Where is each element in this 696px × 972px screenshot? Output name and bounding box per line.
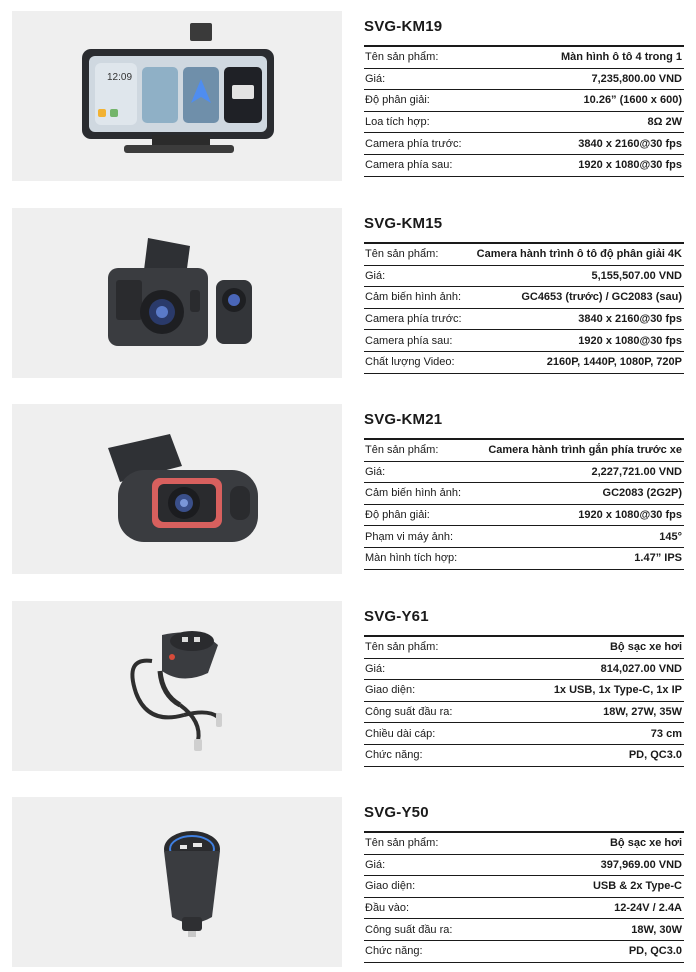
product-card xyxy=(0,11,696,183)
spec-row xyxy=(364,352,684,374)
spec-row xyxy=(364,483,684,505)
spec-row xyxy=(364,941,684,963)
spec-label: Tên sản phẩm: xyxy=(365,837,439,850)
spec-row xyxy=(364,155,684,177)
spec-row xyxy=(364,548,684,570)
product-model: SVG-Y61 xyxy=(364,608,429,625)
spec-label: Camera phía sau: xyxy=(365,159,453,172)
spec-label: Camera phía trước: xyxy=(365,137,462,150)
spec-label: Màn hình tích hợp: xyxy=(365,552,458,565)
car-charger-icon xyxy=(12,797,342,967)
spec-value: 2160P, 1440P, 1080P, 720P xyxy=(546,356,682,369)
spec-row xyxy=(364,702,684,724)
spec-row xyxy=(364,919,684,941)
spec-value: 7,235,800.00 VND xyxy=(591,72,682,85)
spec-row xyxy=(364,330,684,352)
spec-row xyxy=(364,505,684,527)
spec-label: Giao diện: xyxy=(365,684,416,697)
spec-label: Camera phía trước: xyxy=(365,313,462,326)
product-card xyxy=(0,208,696,380)
spec-label: Công suất đầu ra: xyxy=(365,923,453,936)
spec-label: Camera phía sau: xyxy=(365,334,453,347)
spec-label: Đầu vào: xyxy=(365,902,410,915)
spec-value: 5,155,507.00 VND xyxy=(591,269,682,282)
product-card xyxy=(0,601,696,773)
spec-label: Giá: xyxy=(365,662,386,675)
spec-label: Độ phân giải: xyxy=(365,94,430,107)
spec-value: 10.26” (1600 x 600) xyxy=(583,94,682,107)
car-monitor-icon xyxy=(12,11,342,181)
spec-value: USB & 2x Type-C xyxy=(592,880,682,893)
spec-label: Phạm vi máy ảnh: xyxy=(365,530,454,543)
spec-value: 8Ω 2W xyxy=(647,116,682,129)
spec-label: Công suất đầu ra: xyxy=(365,706,453,719)
spec-row xyxy=(364,112,684,134)
spec-value: 145° xyxy=(659,530,682,543)
spec-value: Màn hình ô tô 4 trong 1 xyxy=(561,51,682,64)
spec-label: Giá: xyxy=(365,858,386,871)
spec-row xyxy=(364,266,684,288)
product-model: SVG-KM15 xyxy=(364,215,443,232)
spec-row xyxy=(364,637,684,659)
spec-row xyxy=(364,90,684,112)
spec-value: Bộ sạc xe hơi xyxy=(609,837,682,850)
spec-table xyxy=(364,831,684,963)
product-image-dash-camera-4k xyxy=(12,208,342,378)
spec-label: Cảm biến hình ảnh: xyxy=(365,487,462,500)
spec-label: Tên sản phẩm: xyxy=(365,248,439,261)
spec-row xyxy=(364,680,684,702)
spec-row xyxy=(364,898,684,920)
spec-label: Loa tích hợp: xyxy=(365,116,430,129)
product-image-car-charger xyxy=(12,797,342,967)
spec-row xyxy=(364,526,684,548)
product-model: SVG-KM21 xyxy=(364,411,443,428)
spec-value: Camera hành trình gắn phía trước xe xyxy=(488,444,682,457)
spec-label: Chức năng: xyxy=(365,749,423,762)
spec-label: Tên sản phẩm: xyxy=(365,444,439,457)
spec-row xyxy=(364,309,684,331)
spec-value: 397,969.00 VND xyxy=(600,858,682,871)
spec-value: 12-24V / 2.4A xyxy=(614,902,682,915)
spec-value: 1920 x 1080@30 fps xyxy=(578,159,682,172)
spec-row xyxy=(364,440,684,462)
car-charger-cable-icon xyxy=(12,601,342,771)
spec-value: 73 cm xyxy=(650,727,682,740)
spec-value: 1.47” IPS xyxy=(634,552,682,565)
spec-table xyxy=(364,438,684,570)
spec-label: Tên sản phẩm: xyxy=(365,641,439,654)
product-image-car-charger-cable xyxy=(12,601,342,771)
spec-label: Chất lượng Video: xyxy=(365,356,455,369)
spec-row xyxy=(364,855,684,877)
spec-value: 1920 x 1080@30 fps xyxy=(578,509,682,522)
spec-label: Độ phân giải: xyxy=(365,509,430,522)
product-card xyxy=(0,404,696,576)
spec-value: PD, QC3.0 xyxy=(628,749,682,762)
spec-label: Chiều dài cáp: xyxy=(365,727,436,740)
spec-row xyxy=(364,69,684,91)
spec-value: 3840 x 2160@30 fps xyxy=(578,137,682,150)
spec-row xyxy=(364,47,684,69)
spec-value: Camera hành trình ô tô độ phân giải 4K xyxy=(476,248,682,261)
spec-row xyxy=(364,833,684,855)
spec-label: Giao diện: xyxy=(365,880,416,893)
product-image-front-dash-camera xyxy=(12,404,342,574)
spec-row xyxy=(364,659,684,681)
spec-row xyxy=(364,876,684,898)
spec-row xyxy=(364,723,684,745)
front-dash-camera-icon xyxy=(12,404,342,574)
spec-value: Bộ sạc xe hơi xyxy=(609,641,682,654)
spec-value: 18W, 27W, 35W xyxy=(603,706,682,719)
spec-value: 1920 x 1080@30 fps xyxy=(578,334,682,347)
spec-label: Giá: xyxy=(365,269,386,282)
spec-row xyxy=(364,462,684,484)
spec-label: Giá: xyxy=(365,72,386,85)
spec-label: Chức năng: xyxy=(365,945,423,958)
spec-row xyxy=(364,287,684,309)
spec-table xyxy=(364,45,684,177)
product-model: SVG-Y50 xyxy=(364,804,429,821)
spec-value: GC2083 (2G2P) xyxy=(602,487,682,500)
spec-label: Cảm biến hình ảnh: xyxy=(365,291,462,304)
screen-clock: 12:09 xyxy=(107,72,133,83)
spec-value: 3840 x 2160@30 fps xyxy=(578,313,682,326)
spec-row xyxy=(364,133,684,155)
product-model: SVG-KM19 xyxy=(364,18,443,35)
spec-value: 814,027.00 VND xyxy=(600,662,682,675)
spec-value: PD, QC3.0 xyxy=(628,945,682,958)
spec-label: Tên sản phẩm: xyxy=(365,51,439,64)
spec-table xyxy=(364,242,684,374)
spec-value: 2,227,721.00 VND xyxy=(591,465,682,478)
spec-label: Giá: xyxy=(365,465,386,478)
spec-value: 18W, 30W xyxy=(631,923,682,936)
spec-value: 1x USB, 1x Type-C, 1x IP xyxy=(553,684,682,697)
product-card xyxy=(0,797,696,969)
dash-camera-icon xyxy=(12,208,342,378)
spec-row xyxy=(364,244,684,266)
product-image-car-monitor xyxy=(12,11,342,181)
spec-value: GC4653 (trước) / GC2083 (sau) xyxy=(521,291,682,304)
spec-table xyxy=(364,635,684,767)
spec-row xyxy=(364,745,684,767)
